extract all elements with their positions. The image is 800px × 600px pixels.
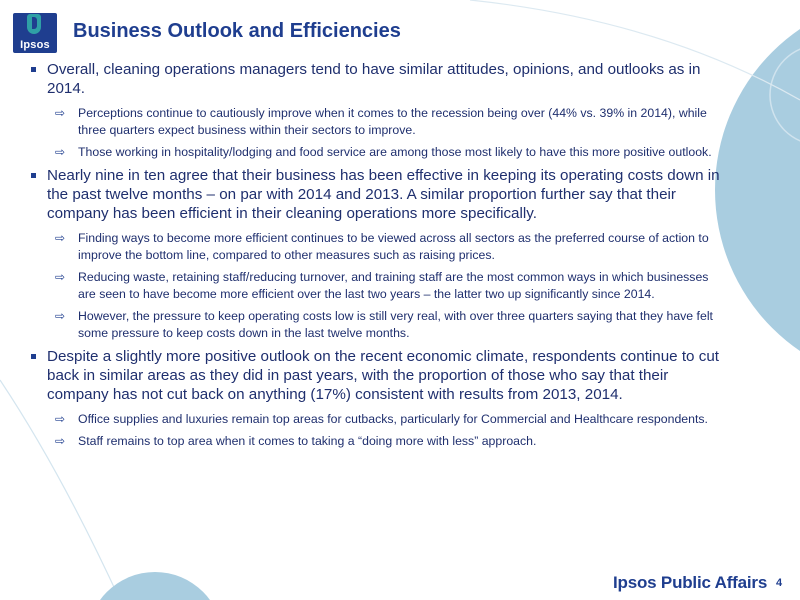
sub-bullet-text: Office supplies and luxuries remain top areas for cutbacks, particularly for Commercial and Healthcare respondents.: [78, 412, 708, 426]
ipsos-logo: [13, 13, 57, 53]
arrow-right-outline-icon: ⇨: [55, 270, 66, 284]
ipsos-logo-mark-icon: [27, 14, 41, 34]
sub-bullet-text: Finding ways to become more efficient continues to be viewed across all sectors as the preferred course of action to improve the bottom line, compared to other measures such as raising prices.: [78, 231, 709, 262]
decor-bottom-circle: [87, 572, 223, 600]
slide-title: Business Outlook and Efficiencies: [73, 20, 401, 42]
sub-bullet-item: [55, 308, 720, 342]
sub-bullet-text: Perceptions continue to cautiously improve when it comes to the recession being over (44% vs. 39% in 2014), while three quarters expect business within their sectors to improve.: [78, 106, 707, 137]
sub-bullet-item: [55, 144, 720, 161]
sub-bullet-item: [55, 230, 720, 264]
arrow-right-outline-icon: ⇨: [55, 145, 66, 159]
arrow-right-outline-icon: ⇨: [55, 412, 66, 426]
arrow-right-outline-icon: ⇨: [55, 106, 66, 120]
sub-bullet-item: [55, 411, 720, 428]
bullet-item: Overall, cleaning operations managers tend to have similar attitudes, opinions, and outlooks as in 2014.: [30, 60, 720, 98]
sub-bullet-item: [55, 269, 720, 303]
sub-bullet-text: Staff remains to top area when it comes to taking a “doing more with less” approach.: [78, 434, 537, 448]
ipsos-logo-text: Ipsos: [20, 39, 50, 51]
arrow-right-outline-icon: ⇨: [55, 434, 66, 448]
sub-bullet-text: Reducing waste, retaining staff/reducing turnover, and training staff are the most common ways in which businesses are seen to have become more efficient over the last two years – the latter two up significantly since 2014.: [78, 270, 709, 301]
sub-bullet-item: [55, 433, 720, 450]
bullet-list: [30, 60, 720, 455]
sub-bullet-text: Those working in hospitality/lodging and food service are among those most likely to have this more positive outlook.: [78, 145, 712, 159]
arrow-right-outline-icon: ⇨: [55, 309, 66, 323]
arrow-right-outline-icon: ⇨: [55, 231, 66, 245]
footer-brand: Ipsos Public Affairs: [613, 573, 768, 592]
page-number: 4: [776, 577, 783, 589]
bullet-item: Despite a slightly more positive outlook on the recent economic climate, respondents continue to cut back in similar areas as they did in past years, with the proportion of those who say that their company has not cut back on anything (17%) consistent with results from 2013, 2014.: [30, 347, 720, 404]
sub-bullet-text: However, the pressure to keep operating costs low is still very real, with over three quarters saying that they have felt some pressure to keep costs down in the last twelve months.: [78, 309, 713, 340]
sub-bullet-item: [55, 105, 720, 139]
bullet-item: Nearly nine in ten agree that their business has been effective in keeping its operating costs down in the past twelve months – on par with 2014 and 2013. A similar proportion further say that their company has been efficient in their cleaning operations more specifically.: [30, 166, 720, 223]
